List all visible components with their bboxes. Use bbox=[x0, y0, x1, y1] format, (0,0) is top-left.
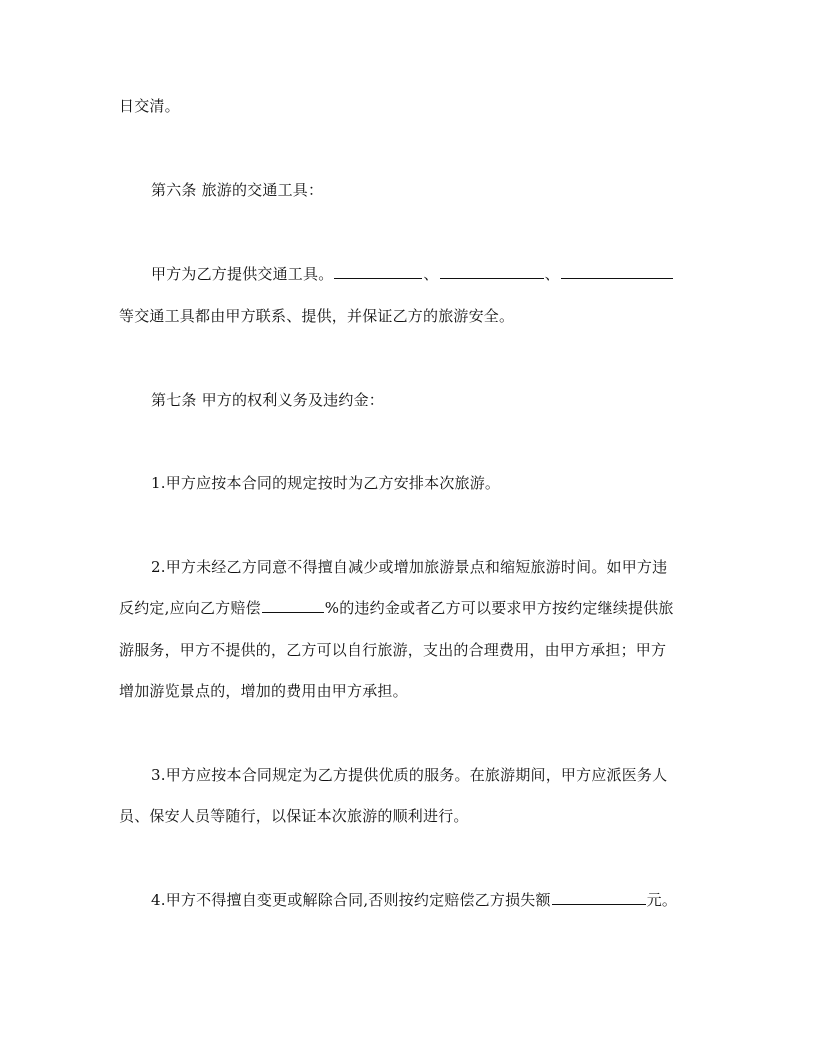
paragraph-line bbox=[119, 640, 699, 660]
text-run: 游服务，甲方不提供的，乙方可以自行旅游，支出的合理费用，由甲方承担；甲方 bbox=[119, 641, 667, 659]
text-run: 3.甲方应按本合同规定为乙方提供优质的服务。在旅游期间，甲方应派医务人 bbox=[151, 766, 668, 784]
text-run: 元。 bbox=[646, 891, 678, 909]
text-run: %的违约金或者乙方可以要求甲方按约定继续提供旅 bbox=[324, 599, 674, 617]
text-run: 甲方为乙方提供交通工具。 bbox=[151, 265, 334, 283]
paragraph-line bbox=[119, 96, 699, 116]
text-run: 4.甲方不得擅自变更或解除合同,否则按约定赔偿乙方损失额 bbox=[151, 891, 551, 909]
text-run: 、 bbox=[423, 265, 439, 283]
article-heading bbox=[151, 180, 699, 200]
paragraph-line bbox=[151, 557, 699, 577]
paragraph-line bbox=[119, 598, 699, 618]
fill-in-blank[interactable] bbox=[334, 264, 422, 279]
fill-in-blank[interactable] bbox=[561, 264, 673, 279]
text-run: 增加游览景点的，增加的费用由甲方承担。 bbox=[119, 682, 408, 700]
text-run: 第七条 甲方的权利义务及违约金： bbox=[151, 391, 384, 409]
text-run: 员、保安人员等随行，以保证本次旅游的顺利进行。 bbox=[119, 807, 469, 825]
paragraph-line bbox=[151, 473, 699, 493]
paragraph-line bbox=[119, 681, 699, 701]
fill-in-blank[interactable] bbox=[552, 890, 646, 905]
paragraph-line bbox=[151, 264, 699, 284]
paragraph-line bbox=[151, 765, 699, 785]
text-run: 等交通工具都由甲方联系、提供，并保证乙方的旅游安全。 bbox=[119, 307, 515, 325]
text-run: 第六条 旅游的交通工具： bbox=[151, 181, 324, 199]
paragraph-line bbox=[119, 306, 699, 326]
article-heading bbox=[151, 390, 699, 410]
text-run: 反约定,应向乙方赔偿 bbox=[119, 599, 261, 617]
text-run: 1.甲方应按本合同的规定按时为乙方安排本次旅游。 bbox=[151, 474, 501, 492]
text-run: 2.甲方未经乙方同意不得擅自减少或增加旅游景点和缩短旅游时间。如甲方违 bbox=[151, 558, 668, 576]
fill-in-blank[interactable] bbox=[262, 598, 324, 613]
fill-in-blank[interactable] bbox=[440, 264, 544, 279]
text-run: 日交清。 bbox=[119, 97, 180, 115]
text-run: 、 bbox=[544, 265, 560, 283]
paragraph-line bbox=[119, 806, 699, 826]
paragraph-line bbox=[151, 890, 699, 910]
